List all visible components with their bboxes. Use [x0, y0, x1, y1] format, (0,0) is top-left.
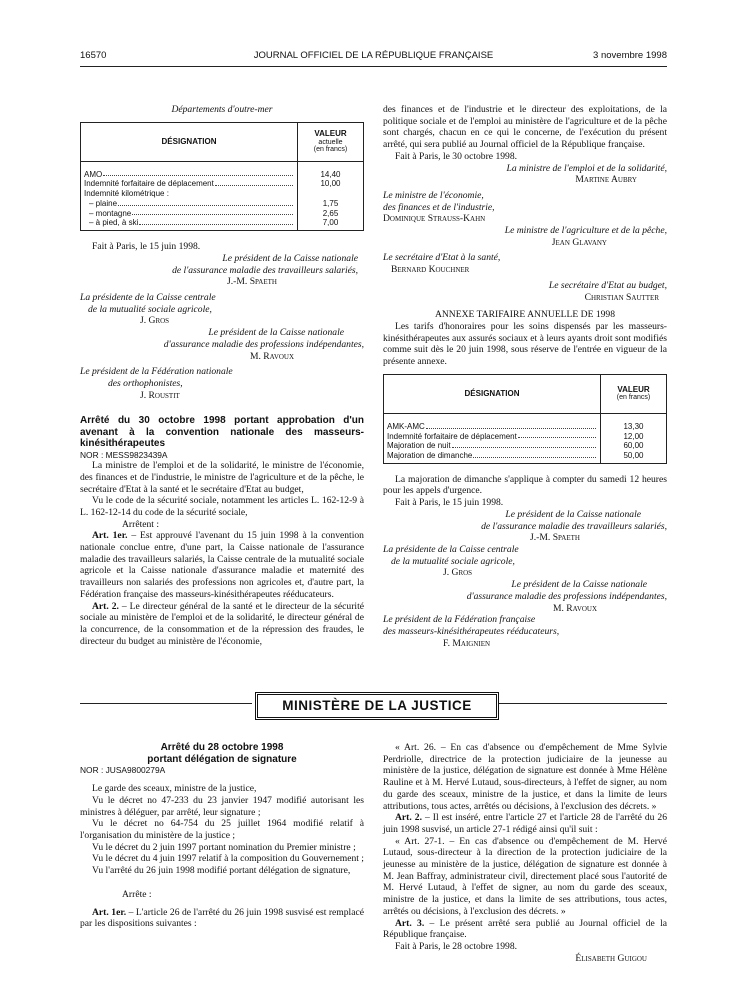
- tariff-table-annex: DÉSIGNATION VALEUR (en francs) AMK-AMC 13,30 Indemnité forfaitaire de déplacement 12,00 Majoration de nuit 60,00 Majoration de dimanche 50,00: [383, 374, 667, 464]
- signatory-name: M. Ravoux: [552, 602, 598, 614]
- signatory-name: J.-M. Spaeth: [227, 276, 277, 288]
- signatory-name: Christian Sautter: [584, 291, 659, 303]
- nor-reference: NOR : JUSA9800279A: [80, 765, 166, 775]
- table-row: Majoration de nuit: [384, 441, 601, 451]
- banner-rule-left: [80, 703, 252, 704]
- col-designation: DÉSIGNATION: [384, 374, 601, 413]
- signatory-name: Élisabeth Guigou: [575, 952, 647, 964]
- table-row: Indemnité forfaitaire de déplacement: [81, 179, 298, 189]
- signatory-name: M. Ravoux: [249, 350, 295, 362]
- article-1: Art. 1er. – Est approuvé l'avenant du 15 juin 1998 à la convention nationale conclue entre, d'une part, la Caisse nationale de l'assurance maladie des travailleurs salariés, la Caisse centrale de la mutualité sociale agricole et la Caisse nationale d'assurance maladie et maternité des travailleurs non salariés des professions non agricoles et, d'autre part, la Fédération française des masseurs-kinésithérapeutes rééducateurs.: [80, 530, 364, 600]
- signatory-name: J. Roustit: [140, 389, 180, 401]
- left-column-bottom: Arrêté du 28 octobre 1998 portant délégation de signature NOR : JUSA9800279A Le garde des sceaux, ministre de la justice, Vu le décret no 47-233 du 23 janvier 1947 modifié autorisant les ministres à déléguer, par arrêté, leur signature ; Vu le décret no 64-754 du 25 juillet 1964 modifié relatif à l'organisation du ministère de la justice ; Vu le décret du 2 juin 1997 portant nomination du Premier ministre ; Vu le décret du 4 juin 1997 relatif à la composition du Gouvernement ; Vu l'arrêté du 26 juin 1998 modifié portant délégation de signature, Arrête : Art. 1er. – L'article 26 de l'arrêté du 26 juin 1998 susvisé est remplacé par les dispositions suivantes :: [80, 742, 364, 930]
- table-row: – à pied, à ski: [81, 218, 298, 230]
- arrete-title: Arrêté du 28 octobre 1998: [160, 742, 284, 753]
- table-row: – plaine: [81, 199, 298, 209]
- col-valeur: VALEUR actuelle (en francs): [298, 122, 364, 161]
- table-row: AMO: [81, 161, 298, 179]
- signatory-name: J. Gros: [443, 567, 473, 579]
- annex-title: ANNEXE TARIFAIRE ANNUELLE DE 1998: [434, 309, 616, 321]
- signatory-name: J.-M. Spaeth: [530, 532, 580, 544]
- tariff-table-dom: DÉSIGNATION VALEUR actuelle (en francs) AMO 14,40 Indemnité forfaitaire de déplacement 10,00 Indemnité kilométrique : – plaine 1,75 – montagne 2,65 – à pied, à ski 7,00: [80, 122, 364, 232]
- section-title: Départements d'outre-mer: [171, 104, 273, 115]
- page-header: [80, 50, 667, 64]
- left-column-top: Départements d'outre-mer DÉSIGNATION VALEUR actuelle (en francs) AMO 14,40 Indemnité forfaitaire de déplacement 10,00 Indemnité kilométrique : – plaine 1,75 – montagne 2,65 – à pied, à ski 7,00 Fait à Paris, le 15 juin 1998. Le président de la Caisse nationale de l'assurance maladie des travailleurs salariés, J.-M. Spaeth La présidente de la Caisse centrale de la mutualité sociale agricole, J. Gros Le président de la Caisse nationale d'assurance maladie des professions indépendantes, M. Ravoux Le président de la Fédération nationale des orthophonistes, J. Roustit Arrêté du 30 octobre 1998 portant approbation d'un avenant à la convention nationale des masseurs-kinésithérapeutes NOR : MESS9823439A La ministre de l'emploi et de la solidarité, le ministre de l'économie, des finances et de l'industrie, le ministre de l'agriculture et de la pêche, le secrétaire d'Etat à la santé et le secrétaire d'Etat au budget, Vu le code de la sécurité sociale, notamment les articles L. 162-12-9 à L. 162-12-14 du code de la sécurité sociale, Arrêtent : Art. 1er. – Est approuvé l'avenant du 15 juin 1998 à la convention nationale conclue entre, d'une part, la Caisse nationale de l'assurance maladie des travailleurs salariés, la Caisse centrale de la mutualité sociale agricole et la Caisse nationale d'assurance maladie et maternité des travailleurs non salariés des professions non agricoles et, d'autre part, la Fédération française des masseurs-kinésithérapeutes rééducateurs. Art. 2. – Le directeur général de la santé et le directeur de la sécurité sociale au ministère de l'emploi et de la solidarité, le directeur général de la concurrence, de la consommation et de la répression des fraudes, le directeur du budget au ministère de l'économie,: [80, 104, 364, 647]
- table-row: Indemnité kilométrique :: [84, 189, 169, 199]
- ministry-banner: MINISTÈRE DE LA JUSTICE: [255, 692, 499, 720]
- article-3: Art. 3. – Le présent arrêté sera publié au Journal officiel de la République française.: [383, 917, 668, 941]
- table-row: – montagne: [81, 209, 298, 219]
- article-1: Art. 1er. – L'article 26 de l'arrêté du 26 juin 1998 susvisé est remplacé par les dispositions suivantes :: [80, 906, 364, 930]
- article-2: Art. 2. – Le directeur général de la santé et le directeur de la sécurité sociale au ministère de l'emploi et de la solidarité, le directeur général de la concurrence, de la consommation et de la répression des fraudes, le directeur du budget au ministère de l'économie,: [80, 600, 364, 647]
- signatory-name: Jean Glavany: [551, 236, 607, 248]
- article-2: Art. 2. – Il est inséré, entre l'article 27 et l'article 28 de l'arrêté du 26 juin 1998 susvisé, un article 27-1 rédigé ainsi qu'il suit :: [383, 812, 668, 835]
- page-number: 16570: [80, 50, 107, 61]
- journal-title: JOURNAL OFFICIEL DE LA RÉPUBLIQUE FRANÇAISE: [253, 50, 494, 61]
- banner-rule-right: [499, 703, 667, 704]
- right-column-top: des finances et de l'industrie et le directeur des exploitations, de la politique sociale et de l'emploi au ministère de l'agriculture et de la pêche sont chargés, chacun en ce qui le concerne, de l'exécution du présent arrêté, qui sera publié au Journal officiel de la République française. Fait à Paris, le 30 octobre 1998. La ministre de l'emploi et de la solidarité, Martine Aubry Le ministre de l'économie, des finances et de l'industrie, Dominique Strauss-Kahn Le ministre de l'agriculture et de la pêche, Jean Glavany Le secrétaire d'Etat à la santé, Bernard Kouchner Le secrétaire d'Etat au budget, Christian Sautter ANNEXE TARIFAIRE ANNUELLE DE 1998 Les tarifs d'honoraires pour les soins dispensés par les masseurs-kinésithérapeutes aux assurés sociaux et à leurs ayants droit sont modifiés comme suit dès le 20 juin 1998, sous réserve de l'entrée en vigueur de la présente annexe. DÉSIGNATION VALEUR (en francs) AMK-AMC 13,30 Indemnité forfaitaire de déplacement 12,00 Majoration de nuit 60,00 Majoration de dimanche 50,00 La majoration de dimanche s'applique à compter du samedi 12 heures pour les appels d'urgence. Fait à Paris, le 15 juin 1998. Le président de la Caisse nationale de l'assurance maladie des travailleurs salariés, J.-M. Spaeth La présidente de la Caisse centrale de la mutualité sociale agricole, J. Gros Le président de la Caisse nationale d'assurance maladie des professions indépendantes, M. Ravoux Le président de la Fédération française des masseurs-kinésithérapeutes rééducateurs, F. Maignien: [383, 104, 667, 649]
- signatory-name: Martine Aubry: [575, 174, 637, 186]
- arrete-title: Arrêté du 30 octobre 1998 portant approbation d'un avenant à la convention nationale des masseurs-kinésithérapeutes: [80, 415, 364, 450]
- signatory-name: Dominique Strauss-Kahn: [383, 213, 486, 225]
- nor-reference: NOR : MESS9823439A: [80, 449, 168, 460]
- signatory-name: J. Gros: [140, 315, 170, 327]
- fait-line: Fait à Paris, le 15 juin 1998.: [92, 241, 201, 253]
- header-rule: [80, 66, 667, 67]
- col-designation: DÉSIGNATION: [81, 122, 298, 161]
- issue-date: 3 novembre 1998: [593, 50, 667, 61]
- signatory-name: F. Maignien: [443, 637, 491, 649]
- col-valeur: VALEUR (en francs): [601, 374, 667, 413]
- table-row: Indemnité forfaitaire de déplacement: [384, 432, 601, 442]
- table-row: AMK-AMC: [384, 413, 601, 431]
- signatory-name: Bernard Kouchner: [391, 264, 470, 276]
- right-column-bottom: « Art. 26. – En cas d'absence ou d'empêchement de Mme Sylvie Perdriolle, directrice de la protection judiciaire de la jeunesse au ministère de la justice, délégation de signature est donnée à Mme Hélène Rauline et à M. Hervé Lutaud, sous-directeurs, à l'effet de signer, au nom du garde des sceaux, ministre de la justice, et dans la limite de leurs attributions, tous actes, arrêtés ou décisions, à l'exclusion des décrets. » Art. 2. – Il est inséré, entre l'article 27 et l'article 28 de l'arrêté du 26 juin 1998 susvisé, un article 27-1 rédigé ainsi qu'il suit : « Art. 27-1. – En cas d'absence ou d'empêchement de M. Hervé Lutaud, sous-directeur à la direction de la protection judiciaire de la jeunesse au ministère de la justice, délégation de signature est donnée à M. Jean Baffray, administrateur civil, directement placé sous l'autorité de M. Hervé Lutaud, à l'effet de signer, au nom du garde des sceaux, ministre de la justice, et dans la limite de ses attributions, tous actes, arrêtés ou décisions, à l'exclusion des décrets. » Art. 3. – Le présent arrêté sera publié au Journal officiel de la République française. Fait à Paris, le 28 octobre 1998. Élisabeth Guigou: [383, 742, 668, 964]
- table-row: Majoration de dimanche: [384, 451, 601, 463]
